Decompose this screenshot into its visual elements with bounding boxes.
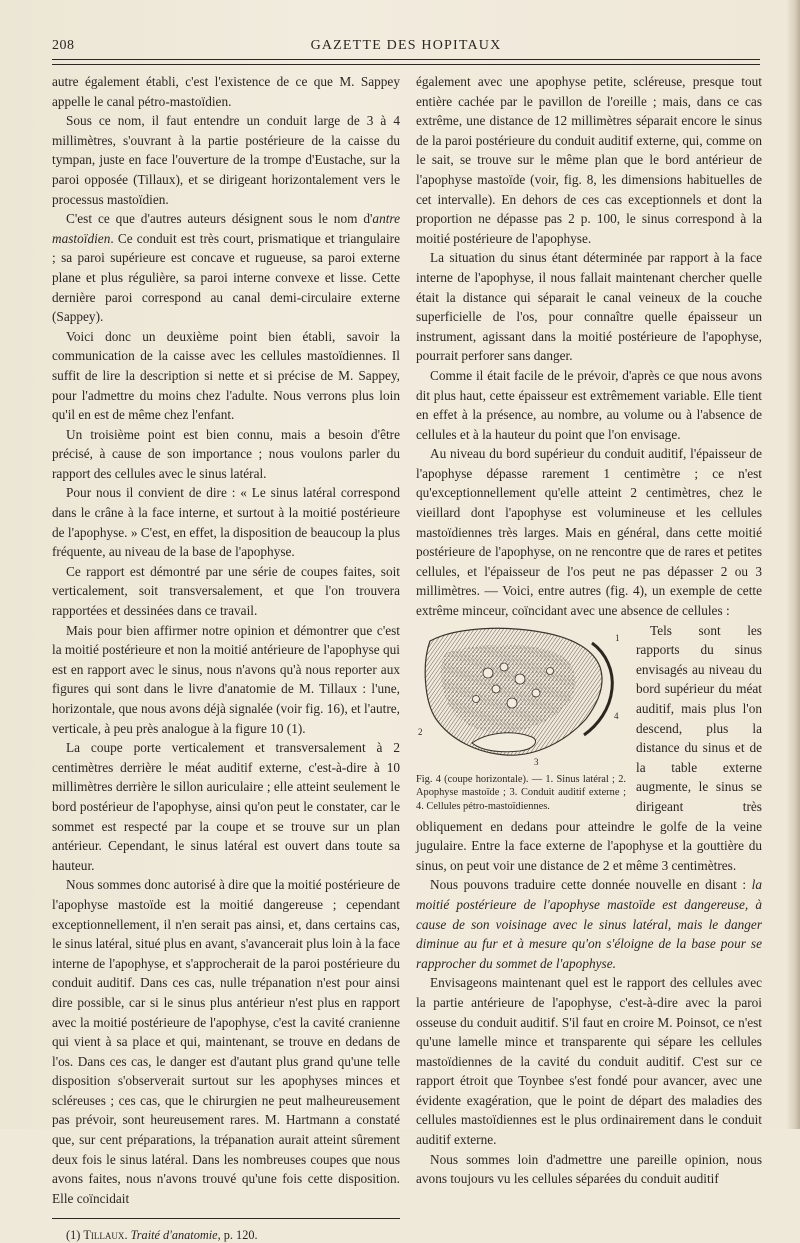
- paragraph: Envisageons maintenant quel est le rapport des cellules avec la partie antérieure de l'apophyse, c'est-à-dire avec la paroi osseuse du conduit auditif. S'il faut en croire M. Poinsot, ce n'est qu'une lamelle mince et transparente qui sépare les cellules mastoïdiennes de la cavité du conduit auditif. C'est sur ce rapport étroit que Toynbee s'est fondé pour avancer, avec une évidente exagération, que le point de départ des maladies des cellules mastoïdiennes est le plus ordinairement dans le conduit auditif externe.: [416, 975, 762, 1148]
- paragraph: Un troisième point est bien connu, mais a besoin d'être précisé, à cause de son importance ; nous voulons parler du rapport des cellules avec le sinus latéral.: [52, 426, 400, 481]
- text-run: . Ce conduit est très court, prismatique et triangulaire ; sa paroi supérieure est concave et rugueuse, sa paroi externe plane et plus régulière, sa paroi interne convexe et lisse. Cette dernière paroi correspond au canal demi-circulaire externe (Sappey).: [52, 230, 400, 325]
- paragraph: Tels sont les rapports du sinus envisagés au niveau du bord supérieur du méat auditif, mais plus l'on descend, plus la distance du sinus et de la table externe augmente, le sinus se dirigeant très obliquement en dedans pour atteindre le golfe de la veine jugulaire. Entre la face externe de l'apophyse et la gouttière du sinus, on peut voir une distance de 2 et même 3 centimètres.: [416, 622, 762, 873]
- anatomical-section-illustration: [416, 623, 626, 769]
- figure-label-3: 3: [534, 756, 539, 767]
- paragraph: Voici donc un deuxième point bien établi, savoir la communication de la caisse avec les cellules mastoïdiennes. Il suffit de lire la description si nette et si précise de M. Sappey, pour l'admettre du moins chez l'adulte. Nous verrons plus loin qu'il en est de même chez l'enfant.: [52, 328, 400, 423]
- right-column: [416, 72, 762, 1189]
- text-run: Nous pouvons traduire cette donnée nouvelle en disant :: [430, 877, 747, 893]
- paragraph: Nous sommes donc autorisé à dire que la moitié postérieure de l'apophyse mastoïde est la moitié dangereuse ; cependant exceptionnellement, il n'en serait pas ainsi, et, dans certains cas, le sinus latéral, situé plus en avant, s'avancerait plus loin à la face interne de l'apophyse, et s'approcherait de la paroi postérieure du conduit auditif. Dans ces cas, nulle trépanation n'est pour ainsi dire possible, car si le sinus plus antérieur n'est plus en rapport avec la moitié postérieure de l'apophyse, c'est la cavité cranienne qui vient à sa place et qui, maintenant, se trouve en dedans de l'os. Dans ces cas, le danger est d'autant plus grand qu'une telle disposition s'observerait surtout sur les apophyses minces et scléreuses ; ces cas, que le chirurgien ne peut malheureusement pas prévoir, sont heureusement rares. M. Hartmann a constaté que, sur cent préparations, la trépanation aurait atteint sûrement deux fois le sinus latéral. Dans les nombreuses coupes que nous avons faites, nous n'avons trouvé qu'une fois cette disposition. Elle coïncidait: [52, 877, 400, 1206]
- footnote-title: Traité d'anatomie: [130, 1228, 218, 1243]
- page-edge-shadow: [786, 0, 800, 1129]
- footnote-author: Tillaux: [83, 1228, 125, 1243]
- paragraph: Ce rapport est démontré par une série de coupes faites, soit verticalement, soit transversalement, et que l'on trouvera rapportées et dessinées dans ce travail.: [52, 563, 400, 619]
- figure-caption: Fig. 4 (coupe horizontale). — 1. Sinus latéral ; 2. Apophyse mastoïde ; 3. Conduit auditif externe ; 4. Cellules pétro-mastoïdiennes.: [416, 773, 626, 812]
- figure-label-4: 4: [614, 710, 619, 721]
- paragraph: Au niveau du bord supérieur du conduit auditif, l'épaisseur de l'apophyse dépasse rarement 1 centimètre ; ce n'est qu'exceptionnellement qu'elle atteint 2 centimètres, chez le vieillard dont l'apophyse est volumineuse et les cellules mastoïdiennes très larges. Mais en général, dans cette moitié postérieure de l'apophyse, on ne rencontre que de rares et petites cellules, et l'épaisseur de l'os peut ne pas dépasser 2 ou 3 millimètres. — Voici, entre autres (fig. 4), un exemple de cette extrême minceur, coïncidant avec une absence de cellules :: [416, 446, 762, 619]
- paragraph: Nous sommes loin d'admettre une pareille opinion, nous avons toujours vu les cellules séparées du conduit auditif: [416, 1151, 762, 1187]
- header-rule-thick: [52, 59, 760, 60]
- page-number: 208: [52, 38, 75, 53]
- paragraph: Comme il était facile de le prévoir, d'après ce que nous avons dit plus haut, cette épaisseur est extrêmement variable. Elle tient en effet à la présence, au nombre, au volume ou à l'absence de cellules et à la hauteur du point que l'on envisage.: [416, 367, 762, 442]
- left-column: [52, 72, 400, 1243]
- italic-conclusion: la moitié postérieure de l'apophyse mastoïde est dangereuse, à cause de son voisinage avec le sinus latéral, mais le danger diminue au fur et à mesure qu'on s'éloigne de la base pour se rapprocher du sommet de l'apophyse.: [416, 877, 762, 971]
- footnote-marker: (1): [66, 1228, 84, 1243]
- figure-4: [416, 623, 626, 814]
- paragraph-antre: [52, 209, 400, 327]
- footnote: [52, 1227, 400, 1243]
- paragraph-conclusion: [416, 875, 762, 973]
- paragraph: autre également établi, c'est l'existence de ce que M. Sappey appelle le canal pétro-mastoïdien.: [52, 74, 400, 109]
- footnote-rule: [52, 1218, 400, 1219]
- footnote-page: , p. 120.: [217, 1228, 258, 1243]
- paragraph: Pour nous il convient de dire : « Le sinus latéral correspond dans le crâne à la face interne, et surtout à la moitié postérieure de l'apophyse. » C'est, en effet, la disposition de beaucoup la plus fréquente, au niveau de la base de l'apophyse.: [52, 485, 400, 560]
- footnote-separator: .: [124, 1228, 131, 1243]
- journal-title: GAZETTE DES HOPITAUX: [310, 38, 502, 53]
- paragraph: Sous ce nom, il faut entendre un conduit large de 3 à 4 millimètres, s'ouvrant à la partie postérieure de la caisse du tympan, juste en face l'ouverture de la trompe d'Eustache, sur la paroi opposée (Tillaux), et se dirigeant horizontalement vers le processus mastoïdien.: [52, 113, 400, 207]
- italic-term: antre mastoïdien: [52, 211, 400, 246]
- paragraph: également avec une apophyse petite, scléreuse, presque tout entière cachée par le pavillon de l'oreille ; mais, dans ce cas extrême, une distance de 12 millimètres séparait encore le sinus de la paroi postérieure du conduit auditif externe, qui, comme on le sait, se trouve sur le même plan que le bord antérieur de l'apophyse mastoïde (voir, fig. 8, les dimensions habituelles de cet intervalle). En dehors de ces cas exceptionnels et dont la proportion ne dépasse pas 2 p. 100, le sinus correspond à la moitié postérieure de l'apophyse.: [416, 74, 762, 246]
- text-run: C'est ce que d'autres auteurs désignent sous le nom d': [66, 211, 373, 227]
- paragraph: La situation du sinus étant déterminée par rapport à la face interne de l'apophyse, il nous fallait maintenant chercher quelle était la distance qui séparait le canal veineux de la couche superficielle de l'os, pour connaître quelle épaisseur un instrument, agissant dans la moitié postérieure de l'apophyse, pourrait perforer sans danger.: [416, 250, 762, 364]
- running-header: [52, 36, 760, 58]
- paragraph: Mais pour bien affirmer notre opinion et démontrer que c'est la moitié postérieure et non la moitié antérieure de l'apophyse qui est en rapport avec le sinus, nous n'avons qu'à nous reporter aux figures qui sont dans le livre d'anatomie de M. Tillaux : l'une, horizontale, que nous avons déjà signalée (voir fig. 16), et l'autre, verticale, à peu près analogue à la figure 10 (1).: [52, 622, 401, 736]
- paragraph: La coupe porte verticalement et transversalement à 2 centimètres derrière le méat auditif externe, c'est-à-dire à 10 millimètres derrière le sillon auriculaire ; elle atteint seulement le bord postérieur de l'apophyse, ainsi qu'on peut le constater, car le sommet est respecté par la coupe et se trouve sur un plan antérieur. Cependant, le sinus latéral est ouvert dans toute sa hauteur.: [52, 740, 400, 873]
- figure-label-2: 2: [418, 726, 423, 737]
- header-rule-thin: [52, 64, 760, 65]
- figure-label-1: 1: [615, 632, 620, 643]
